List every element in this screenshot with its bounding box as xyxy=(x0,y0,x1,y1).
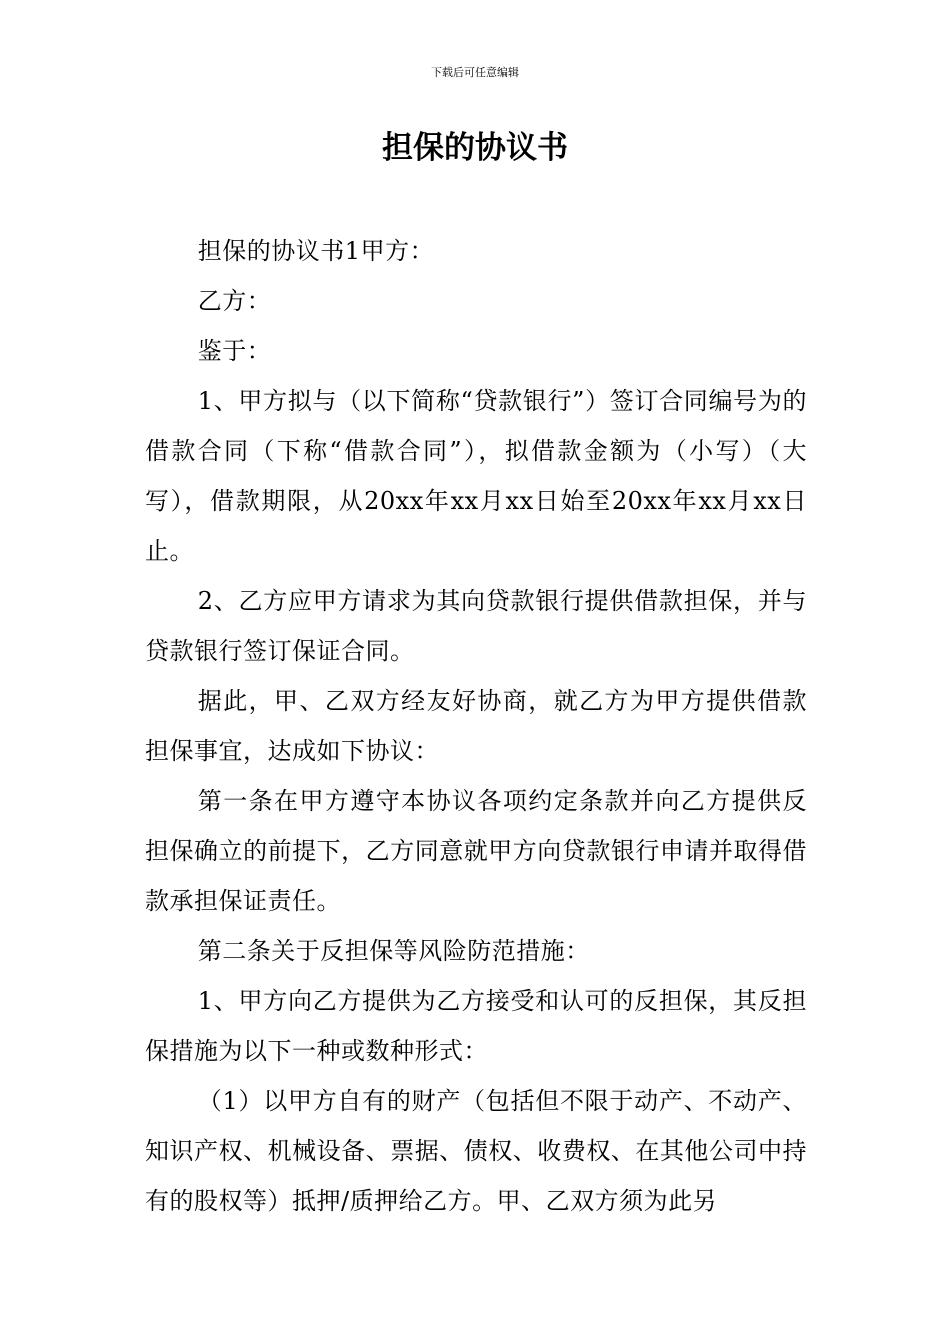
paragraph-article-2-subitem-1: （1）以甲方自有的财产（包括但不限于动产、不动产、知识产权、机械设备、票据、债权、收费权、在其他公司中持有的股权等）抵押/质押给乙方。甲、乙双方须为此另 xyxy=(145,1087,807,1215)
paragraph-party-b: 乙方： xyxy=(197,287,272,315)
paragraph-whereas: 鉴于： xyxy=(197,337,272,365)
document-body xyxy=(145,226,807,1226)
paragraph-article-1: 第一条在甲方遵守本协议各项约定条款并向乙方提供反担保确立的前提下，乙方同意就甲方向贷款银行申请并取得借款承担保证责任。 xyxy=(145,787,807,915)
paragraph-article-2-item-1: 1、甲方向乙方提供为乙方接受和认可的反担保，其反担保措施为以下一种或数种形式： xyxy=(145,987,807,1065)
paragraph-article-2: 第二条关于反担保等风险防范措施： xyxy=(197,937,590,965)
document-title: 担保的协议书 xyxy=(382,130,568,166)
header-note: 下载后可任意编辑 xyxy=(431,66,519,79)
paragraph-agreement-basis: 据此，甲、乙双方经友好协商，就乙方为甲方提供借款担保事宜，达成如下协议： xyxy=(145,687,807,765)
paragraph-recital-1: 1、甲方拟与（以下简称“贷款银行”）签订合同编号为的借款合同（下称“借款合同”），拟借款金额为（小写）（大写），借款期限，从20xx年xx月xx日始至20xx年xx月xx日止。 xyxy=(145,387,807,565)
paragraph-recital-2: 2、乙方应甲方请求为其向贷款银行提供借款担保，并与贷款银行签订保证合同。 xyxy=(145,587,807,665)
paragraph-intro: 担保的协议书1甲方： xyxy=(197,237,435,265)
